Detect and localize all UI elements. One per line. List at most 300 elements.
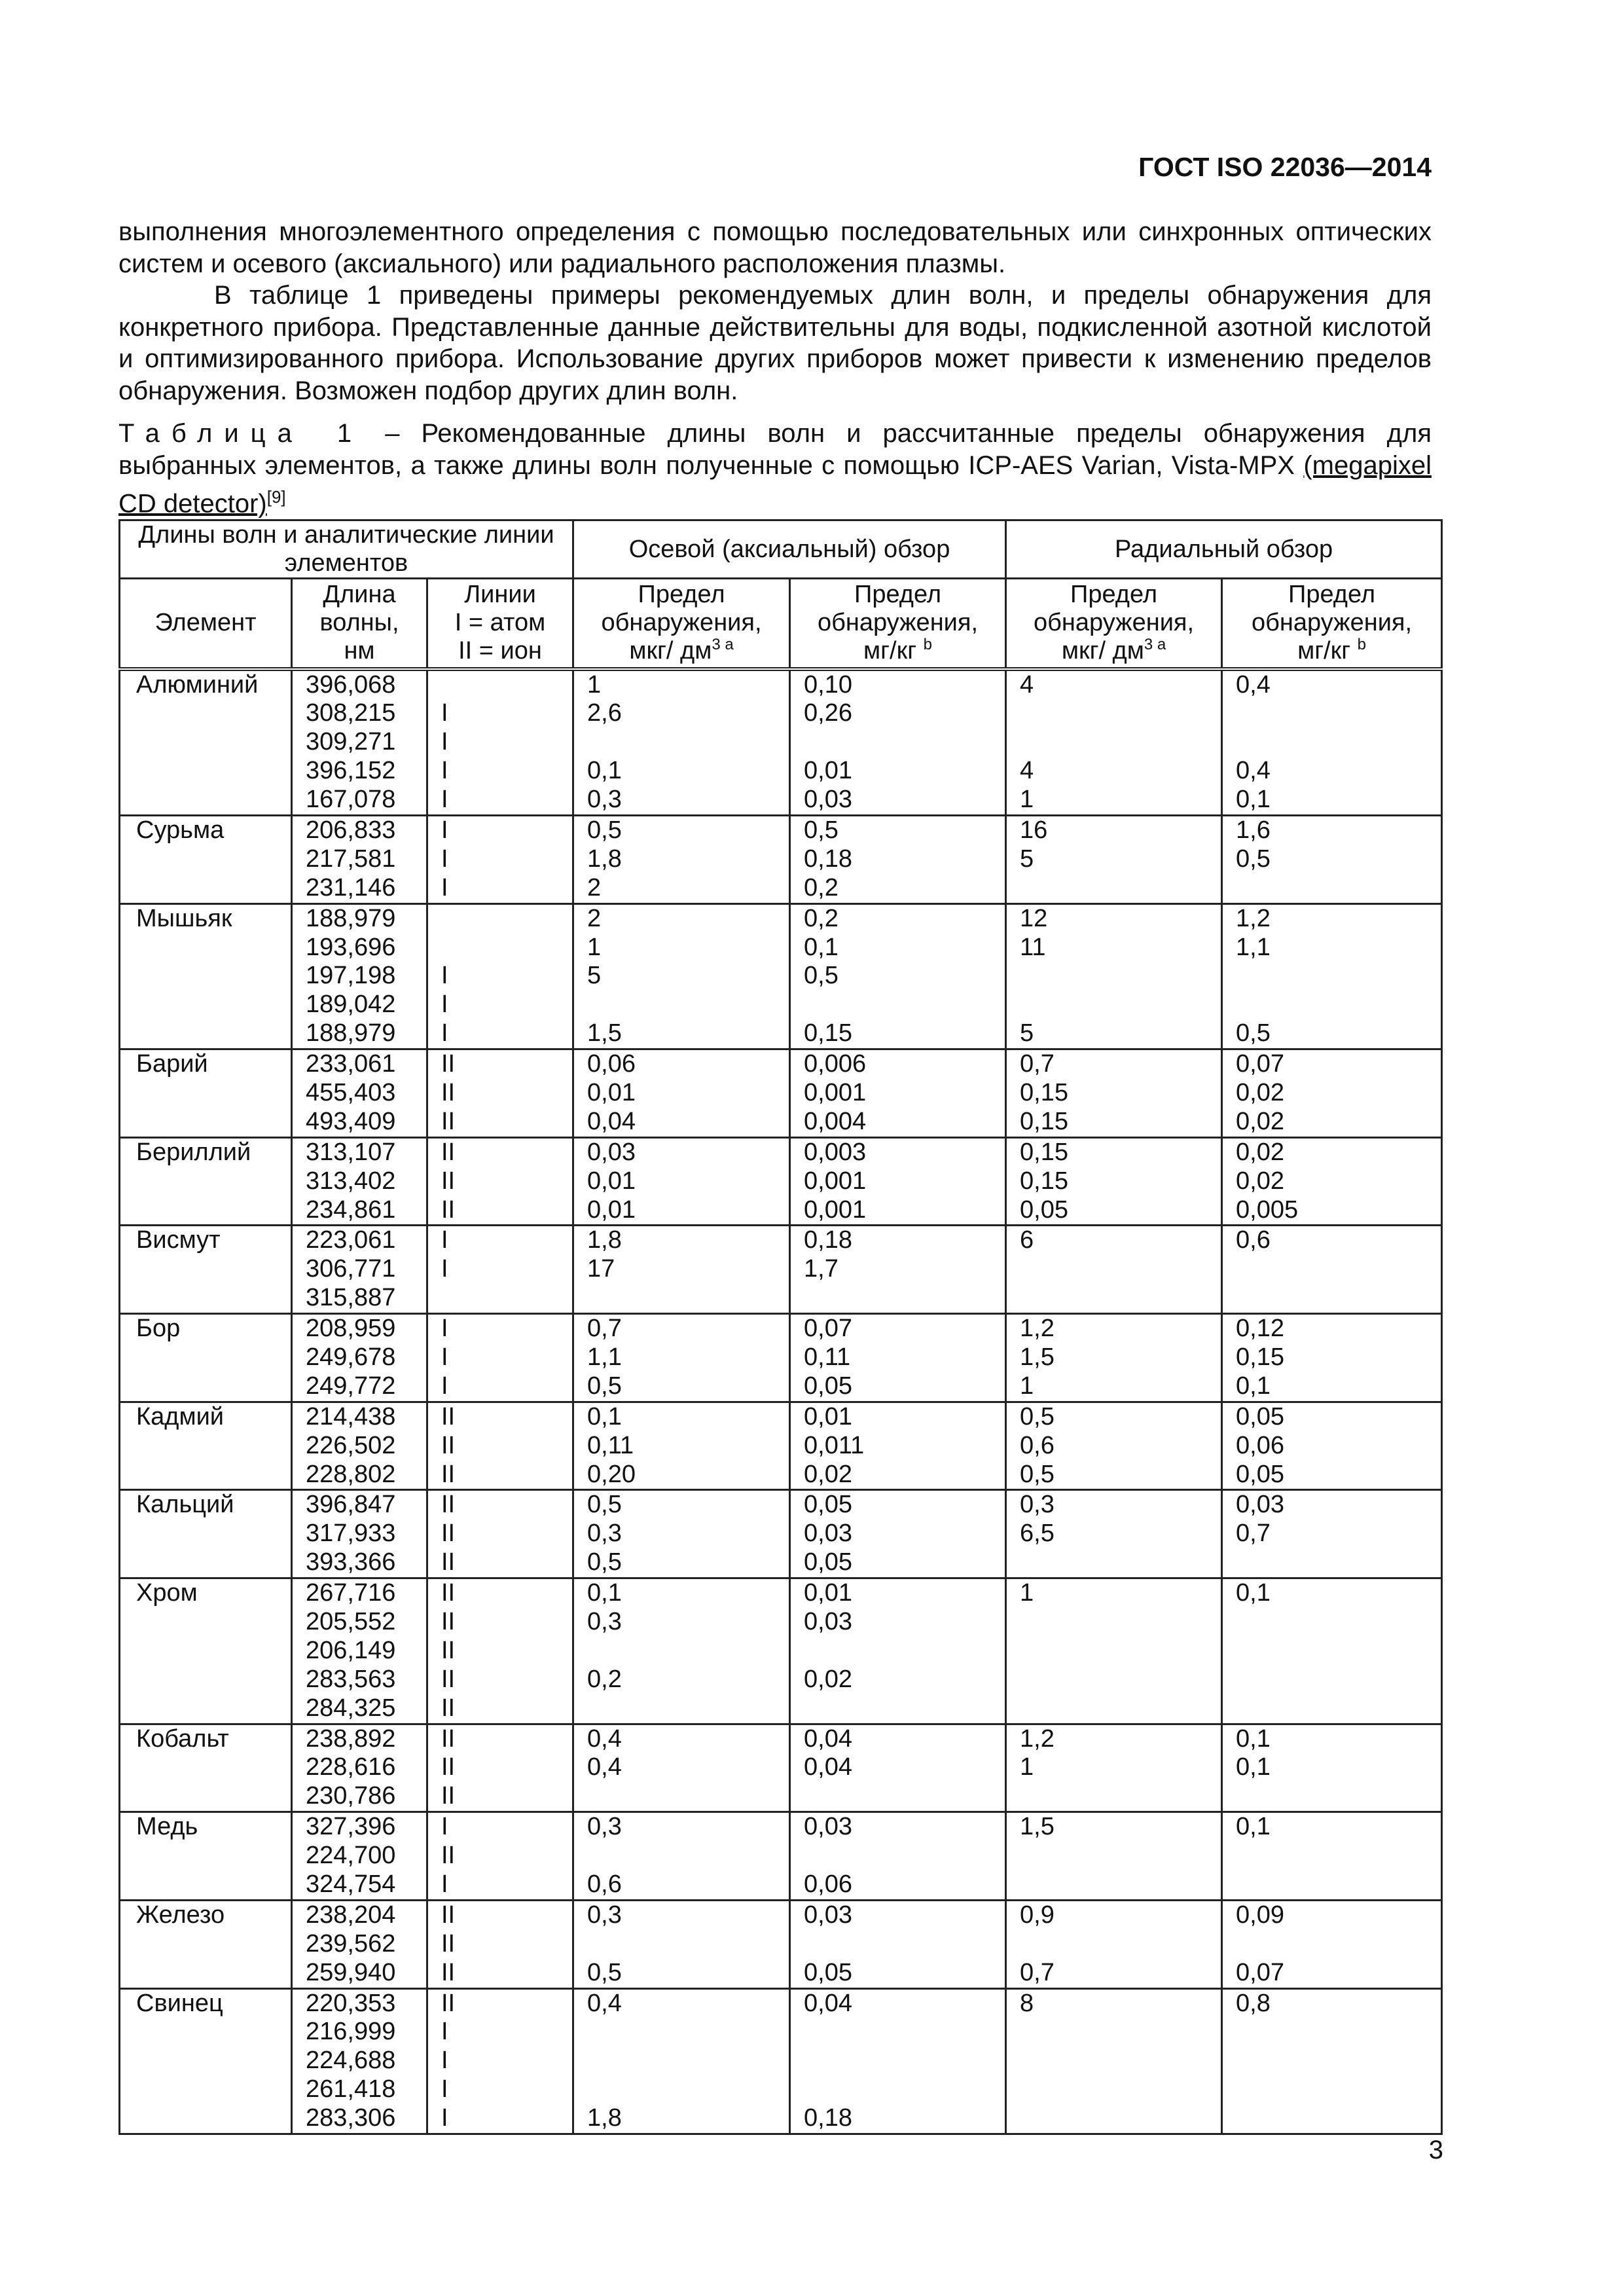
radial-mg-cell: [1222, 1137, 1442, 1226]
column-header-wavelength-line-1: Длина: [323, 581, 396, 609]
wavelength-cell-value: 189,042: [306, 991, 396, 1019]
axial-ug-cell-value: [587, 1637, 786, 1666]
radial-mg-cell-value: [1236, 874, 1438, 903]
radial-mg-cell-value: 0,09: [1236, 1901, 1284, 1929]
wavelength-cell-value: 327,396: [306, 1813, 396, 1841]
line-type-cell: [427, 1812, 573, 1901]
radial-ug-cell-value: [1020, 2018, 1218, 2047]
radial-ug-cell-value: 1,5: [1020, 1343, 1055, 1371]
axial-mg-cell-value: [804, 1694, 1002, 1723]
axial-ug-cell: [573, 903, 790, 1049]
radial-ug-cell-value: 0,5: [1020, 1402, 1055, 1430]
element-name-cell: [120, 1900, 292, 1988]
axial-ug-cell-value: [587, 991, 786, 1019]
axial-ug-cell-value: 0,4: [587, 1724, 622, 1753]
line-type-cell: [427, 1314, 573, 1402]
wavelength-cell-value: 238,204: [306, 1901, 396, 1929]
axial-mg-cell-value: 0,26: [804, 699, 852, 727]
radial-ug-cell-value: [1020, 2075, 1218, 2104]
line-type-cell-value: II: [441, 1520, 456, 1548]
axial-ug-cell-value: 1: [587, 670, 602, 699]
axial-mg-cell: [790, 903, 1006, 1049]
line-type-cell-value: I: [441, 786, 448, 814]
radial-mg-cell: [1222, 1812, 1442, 1901]
line-type-cell-value: I: [441, 1019, 448, 1048]
line-type-cell: [427, 1137, 573, 1226]
line-type-cell-value: I: [441, 1255, 448, 1283]
axial-ug-cell-value: 1: [587, 933, 602, 961]
radial-mg-cell-value: 0,05: [1236, 1460, 1284, 1488]
column-header-lines-line-3: II = ион: [458, 637, 542, 665]
axial-ug-cell-value: 2,6: [587, 699, 622, 727]
wavelength-cell-value: 249,678: [306, 1343, 396, 1371]
radial-mg-cell: [1222, 1900, 1442, 1988]
axial-mg-cell: [790, 1724, 1006, 1812]
radial-ug-cell-value: [1020, 699, 1218, 728]
line-type-cell-value: II: [441, 1195, 456, 1224]
table-row: [120, 815, 1442, 903]
element-name: Висмут: [136, 1226, 221, 1254]
line-type-cell: [427, 903, 573, 1049]
column-header-radial-mg-line-2: обнаружения,: [1252, 609, 1413, 637]
wavelength-cell-value: 216,999: [306, 2018, 396, 2046]
radial-ug-cell-value: 0,15: [1020, 1107, 1068, 1135]
radial-mg-cell-value: 0,07: [1236, 1050, 1284, 1078]
radial-ug-cell-value: 5: [1020, 845, 1034, 873]
table-caption-reference[interactable]: [9]: [266, 487, 286, 507]
axial-ug-cell-value: 0,7: [587, 1315, 622, 1343]
axial-mg-cell-value: 0,001: [804, 1195, 867, 1224]
axial-mg-cell-value: 0,05: [804, 1372, 852, 1400]
radial-ug-cell-value: 1,2: [1020, 1315, 1055, 1343]
axial-mg-cell-value: 0,15: [804, 1019, 852, 1048]
wavelength-cell-value: 396,152: [306, 757, 396, 785]
axial-ug-cell-value: 0,2: [587, 1665, 622, 1693]
axial-mg-cell: [790, 1900, 1006, 1988]
radial-mg-cell: [1222, 1314, 1442, 1402]
wavelength-cell-value: 231,146: [306, 873, 396, 902]
line-type-cell-value: II: [441, 1724, 456, 1753]
wavelength-cell-value: 324,754: [306, 1870, 396, 1899]
axial-ug-cell-value: 0,5: [587, 1491, 622, 1519]
wavelength-cell-value: 393,366: [306, 1548, 396, 1576]
axial-ug-cell: [573, 815, 790, 903]
radial-ug-cell-value: 0,5: [1020, 1460, 1055, 1488]
axial-mg-cell-value: 0,02: [804, 1665, 852, 1693]
radial-ug-cell-value: 1: [1020, 1753, 1034, 1781]
column-header-radial-ug: [1006, 579, 1222, 669]
radial-ug-cell-value: 12: [1020, 904, 1048, 932]
column-header-radial-ug-line-1: Предел: [1070, 581, 1158, 609]
line-type-cell-value: [441, 934, 569, 962]
group-header-radial: Радиальный обзор: [1006, 520, 1442, 579]
element-name-cell: [120, 1988, 292, 2134]
radial-mg-cell-value: 0,02: [1236, 1107, 1284, 1135]
table-row: [120, 1900, 1442, 1988]
table-caption-link[interactable]: (megapixel CD detector): [118, 450, 1432, 519]
axial-mg-cell-value: [804, 2018, 1002, 2047]
axial-ug-cell-value: 0,5: [587, 1372, 622, 1400]
wavelength-cell-value: 233,061: [306, 1050, 396, 1078]
wavelength-cell-value: 224,688: [306, 2047, 396, 2075]
wavelength-cell-value: 396,847: [306, 1491, 396, 1519]
line-type-cell-value: II: [441, 1958, 456, 1986]
column-header-radial-ug-line-3: [1007, 637, 1221, 665]
axial-ug-cell-value: 1,8: [587, 845, 622, 873]
wavelength-cell-value: 228,616: [306, 1753, 396, 1781]
column-header-wavelength-line-3: нм: [344, 637, 375, 665]
radial-mg-cell-value: [1236, 1870, 1438, 1899]
radial-ug-cell-value: [1020, 2047, 1218, 2075]
radial-mg-cell: [1222, 1490, 1442, 1578]
element-name: Свинец: [136, 1989, 223, 2017]
axial-ug-cell-value: 2: [587, 873, 602, 902]
element-name-cell: [120, 669, 292, 816]
line-type-cell-value: II: [441, 1989, 456, 2017]
line-type-cell-value: II: [441, 1665, 456, 1693]
radial-ug-cell: [1006, 1314, 1222, 1402]
axial-ug-cell-value: 0,1: [587, 757, 622, 785]
group-header-wavelengths: Длины волн и аналитические линии элементов: [120, 520, 573, 579]
wavelength-cell-value: 223,061: [306, 1226, 396, 1254]
radial-ug-cell-value: 0,7: [1020, 1050, 1055, 1078]
column-header-radial-ug-line-2: обнаружения,: [1034, 609, 1195, 637]
element-name-cell: [120, 1578, 292, 1724]
wavelength-cell-value: 309,271: [306, 728, 396, 756]
line-type-cell-value: II: [441, 1050, 456, 1078]
wavelength-cell-value: 220,353: [306, 1989, 396, 2017]
axial-ug-cell-value: [587, 1842, 786, 1870]
line-type-cell-value: II: [441, 1782, 456, 1810]
radial-mg-cell-value: 0,02: [1236, 1138, 1284, 1166]
radial-mg-cell-value: 0,02: [1236, 1078, 1284, 1106]
axial-ug-cell: [573, 1578, 790, 1724]
wavelength-cell-value: 284,325: [306, 1694, 396, 1722]
axial-ug-cell-value: 0,3: [587, 1813, 622, 1841]
axial-ug-cell-value: 1,8: [587, 1226, 622, 1254]
wavelength-cell-value: 188,979: [306, 1019, 396, 1048]
table-row: [120, 1578, 1442, 1724]
radial-ug-cell-value: 0,15: [1020, 1138, 1068, 1166]
wavelength-cell-value: 238,892: [306, 1724, 396, 1753]
table-row: [120, 1049, 1442, 1138]
radial-ug-cell-value: 1,5: [1020, 1813, 1055, 1841]
column-header-lines-line-1: Линии: [464, 581, 536, 609]
column-header-radial-ug-footnote: 3 a: [1144, 636, 1166, 654]
radial-mg-cell-value: 0,03: [1236, 1491, 1284, 1519]
radial-ug-cell-value: 6,5: [1020, 1520, 1055, 1548]
radial-mg-cell: [1222, 1226, 1442, 1314]
group-header-axial: Осевой (аксиальный) обзор: [573, 520, 1006, 579]
axial-mg-cell-value: 0,10: [804, 670, 852, 699]
radial-mg-cell-value: [1236, 1255, 1438, 1284]
wavelength-cell-value: 313,107: [306, 1138, 396, 1166]
table-row: [120, 1314, 1442, 1402]
axial-mg-cell: [790, 1402, 1006, 1490]
radial-mg-cell-value: 0,1: [1236, 1579, 1271, 1607]
line-type-cell-value: II: [441, 1694, 456, 1722]
axial-ug-cell-value: 0,3: [587, 1520, 622, 1548]
axial-mg-cell-value: 0,5: [804, 816, 839, 844]
axial-ug-cell-value: 2: [587, 904, 602, 932]
axial-mg-cell-value: 0,003: [804, 1138, 867, 1166]
radial-mg-cell-value: [1236, 1666, 1438, 1694]
axial-mg-cell-value: 0,01: [804, 757, 852, 785]
radial-mg-cell-value: [1236, 728, 1438, 757]
line-type-cell-value: II: [441, 1579, 456, 1607]
line-type-cell: [427, 1578, 573, 1724]
radial-ug-cell: [1006, 1226, 1222, 1314]
axial-mg-cell-value: 1,7: [804, 1255, 839, 1283]
axial-mg-cell-value: 0,001: [804, 1078, 867, 1106]
axial-ug-cell-value: 0,5: [587, 1958, 622, 1986]
axial-mg-cell: [790, 1578, 1006, 1724]
wavelength-cell-value: 396,068: [306, 670, 396, 699]
element-name: Мышьяк: [136, 904, 232, 932]
axial-mg-cell-value: [804, 1782, 1002, 1811]
line-type-cell: [427, 1490, 573, 1578]
column-header-radial-mg-unit: мг/кг: [1297, 637, 1351, 665]
radial-ug-cell: [1006, 669, 1222, 816]
axial-mg-cell-value: 0,11: [804, 1343, 851, 1371]
wavelength-cell-value: 228,802: [306, 1460, 396, 1488]
axial-ug-cell: [573, 1137, 790, 1226]
line-type-cell-value: I: [441, 873, 448, 902]
axial-ug-cell-value: [587, 728, 786, 757]
radial-ug-cell: [1006, 1137, 1222, 1226]
table-caption: [118, 418, 1432, 520]
radial-ug-cell-value: 1,2: [1020, 1724, 1055, 1753]
radial-ug-cell: [1006, 1402, 1222, 1490]
radial-ug-cell-value: 8: [1020, 1989, 1034, 2017]
element-name: Барий: [136, 1050, 208, 1078]
wavelength-cell: [292, 815, 427, 903]
wavelength-cell: [292, 1900, 427, 1988]
line-type-cell-value: I: [441, 962, 448, 990]
wavelength-cell: [292, 1226, 427, 1314]
radial-ug-cell: [1006, 1490, 1222, 1578]
axial-ug-cell-value: 5: [587, 962, 602, 990]
axial-mg-cell-value: 0,03: [804, 1520, 852, 1548]
axial-mg-cell-value: 0,05: [804, 1958, 852, 1986]
column-header-axial-mg-line-3: [791, 637, 1005, 665]
radial-mg-cell-value: 0,1: [1236, 1753, 1271, 1781]
radial-mg-cell-value: 0,05: [1236, 1402, 1284, 1430]
column-header-radial-mg: [1222, 579, 1442, 669]
radial-mg-cell-value: 0,5: [1236, 845, 1271, 873]
radial-mg-cell-value: [1236, 1637, 1438, 1666]
radial-mg-cell-value: [1236, 991, 1438, 1019]
wavelength-cell-value: 261,418: [306, 2075, 396, 2104]
column-header-lines: [427, 579, 573, 669]
axial-ug-cell-value: 0,1: [587, 1579, 622, 1607]
wavelength-cell-value: 206,149: [306, 1636, 396, 1664]
radial-ug-cell: [1006, 815, 1222, 903]
wavelength-cell-value: 249,772: [306, 1372, 396, 1400]
line-type-cell-value: II: [441, 1636, 456, 1664]
wavelength-cell-value: 317,933: [306, 1520, 396, 1548]
axial-ug-cell: [573, 1049, 790, 1138]
radial-ug-cell-value: 4: [1020, 670, 1034, 699]
column-header-axial-mg-footnote: b: [923, 636, 932, 654]
line-type-cell-value: I: [441, 1226, 448, 1254]
radial-mg-cell-value: 0,1: [1236, 1724, 1271, 1753]
wavelength-cell-value: 167,078: [306, 786, 396, 814]
table-caption-text: – Рекомендованные длины волн и рассчитанные пределы обнаружения для выбранных элементов, а также длины волн полученные с помощью ICP-AES Varian, Vista-MPX: [118, 419, 1432, 480]
axial-mg-cell-value: 0,004: [804, 1107, 867, 1135]
radial-mg-cell-value: [1236, 699, 1438, 728]
axial-ug-cell: [573, 1402, 790, 1490]
axial-mg-cell-value: 0,001: [804, 1167, 867, 1195]
line-type-cell-value: I: [441, 757, 448, 785]
line-type-cell: [427, 1049, 573, 1138]
line-type-cell: [427, 1402, 573, 1490]
radial-ug-cell-value: [1020, 1255, 1218, 1284]
wavelength-cell: [292, 1314, 427, 1402]
radial-ug-cell-value: 0,9: [1020, 1901, 1055, 1929]
paragraph-2: В таблице 1 приведены примеры рекомендуемых длин волн, и пределы обнаружения для конкретного прибора. Представленные данные действительны для воды, подкисленной азотной кислотой и оптимизированного прибора. Использование других приборов может привести к изменению пределов обнаружения. Возможен подбор других длин волн.: [118, 281, 1432, 405]
column-header-wavelength-line-2: волны,: [319, 609, 399, 637]
element-name-cell: [120, 1137, 292, 1226]
axial-mg-cell-value: 0,03: [804, 1901, 852, 1929]
axial-mg-cell-value: 0,04: [804, 1753, 852, 1781]
radial-mg-cell-value: 1,2: [1236, 904, 1271, 932]
wavelength-cell-value: 283,563: [306, 1665, 396, 1693]
column-header-axial-mg: [790, 579, 1006, 669]
line-type-cell-value: I: [441, 1343, 448, 1371]
radial-ug-cell-value: 16: [1020, 816, 1048, 844]
line-type-cell-value: I: [441, 845, 448, 873]
radial-mg-cell: [1222, 669, 1442, 816]
table-row: [120, 903, 1442, 1049]
radial-ug-cell-value: 1: [1020, 1372, 1034, 1400]
wavelength-cell-value: 188,979: [306, 904, 396, 932]
axial-mg-cell-value: 0,01: [804, 1402, 852, 1430]
axial-ug-cell: [573, 1724, 790, 1812]
column-header-radial-mg-line-1: Предел: [1288, 581, 1376, 609]
radial-ug-cell-value: 5: [1020, 1019, 1034, 1048]
column-header-wavelength: [292, 579, 427, 669]
column-header-radial-mg-line-3: [1223, 637, 1441, 665]
axial-mg-cell-value: 0,18: [804, 1226, 852, 1254]
radial-mg-cell-value: 0,4: [1236, 670, 1271, 699]
wavelength-cell-value: 205,552: [306, 1608, 396, 1635]
axial-mg-cell-value: [804, 1930, 1002, 1959]
axial-mg-cell-value: [804, 1842, 1002, 1870]
element-name: Медь: [136, 1813, 198, 1841]
table-body: [120, 669, 1442, 2134]
column-header-radial-ug-unit: мкг/ дм: [1061, 637, 1144, 665]
radial-mg-cell-value: 0,07: [1236, 1958, 1284, 1986]
line-type-cell: [427, 1226, 573, 1314]
axial-ug-cell-value: 1,5: [587, 1019, 622, 1048]
axial-ug-cell-value: [587, 1782, 786, 1811]
axial-ug-cell-value: [587, 2075, 786, 2104]
axial-ug-cell: [573, 1490, 790, 1578]
radial-ug-cell-value: 6: [1020, 1226, 1034, 1254]
line-type-cell: [427, 815, 573, 903]
axial-mg-cell: [790, 1988, 1006, 2134]
radial-mg-cell-value: 0,4: [1236, 757, 1271, 785]
axial-mg-cell-value: 0,2: [804, 873, 839, 902]
radial-ug-cell-value: [1020, 874, 1218, 903]
axial-ug-cell-value: 0,01: [587, 1195, 636, 1224]
element-name-cell: [120, 1049, 292, 1138]
wavelength-cell-value: 493,409: [306, 1107, 396, 1135]
radial-mg-cell-value: 0,7: [1236, 1520, 1271, 1548]
radial-ug-cell-value: 0,05: [1020, 1195, 1068, 1224]
element-name-cell: [120, 1402, 292, 1490]
wavelength-cell-value: 455,403: [306, 1078, 396, 1106]
wavelength-cell-value: 193,696: [306, 933, 396, 961]
element-name-cell: [120, 1812, 292, 1901]
line-type-cell-value: II: [441, 1402, 456, 1430]
axial-ug-cell-value: 0,4: [587, 1989, 622, 2017]
line-type-cell-value: I: [441, 1315, 448, 1343]
axial-mg-cell-value: 0,2: [804, 904, 839, 932]
radial-mg-cell-value: [1236, 1284, 1438, 1313]
radial-mg-cell-value: 0,06: [1236, 1431, 1284, 1459]
table-row: [120, 1402, 1442, 1490]
wavelength-cell-value: 226,502: [306, 1431, 396, 1459]
radial-ug-cell-value: [1020, 1284, 1218, 1313]
axial-mg-cell: [790, 815, 1006, 903]
radial-mg-cell-value: 0,15: [1236, 1343, 1284, 1371]
axial-ug-cell-value: [587, 1694, 786, 1723]
radial-ug-cell-value: [1020, 1637, 1218, 1666]
wavelength-cell-value: 308,215: [306, 699, 396, 727]
radial-ug-cell-value: [1020, 991, 1218, 1019]
line-type-cell-value: II: [441, 1753, 456, 1781]
line-type-cell-value: I: [441, 816, 448, 844]
radial-ug-cell-value: [1020, 1666, 1218, 1694]
axial-ug-cell-value: 0,3: [587, 1901, 622, 1929]
axial-ug-cell-value: 0,20: [587, 1460, 636, 1488]
line-type-cell-value: II: [441, 1491, 456, 1519]
radial-mg-cell-value: 0,1: [1236, 1372, 1271, 1400]
wavelength-cell-value: 313,402: [306, 1167, 396, 1195]
radial-mg-cell: [1222, 1724, 1442, 1812]
radial-mg-cell: [1222, 1988, 1442, 2134]
line-type-cell-value: II: [441, 1078, 456, 1106]
radial-mg-cell-value: 0,1: [1236, 1813, 1271, 1841]
line-type-cell-value: [441, 671, 569, 700]
radial-ug-cell: [1006, 903, 1222, 1049]
element-name: Алюминий: [136, 670, 259, 699]
line-type-cell-value: I: [441, 991, 448, 1019]
radial-ug-cell-value: 0,15: [1020, 1167, 1068, 1195]
radial-mg-cell-value: [1236, 2075, 1438, 2104]
axial-mg-cell: [790, 1226, 1006, 1314]
axial-mg-cell: [790, 1137, 1006, 1226]
axial-mg-cell-value: 0,18: [804, 2104, 852, 2132]
radial-mg-cell-value: [1236, 1608, 1438, 1637]
axial-ug-cell-value: [587, 2018, 786, 2047]
wavelength-cell-value: 267,716: [306, 1579, 396, 1607]
detection-limits-table: [118, 519, 1443, 2135]
column-header-radial-mg-footnote: b: [1357, 636, 1367, 654]
radial-ug-cell-value: 0,3: [1020, 1491, 1055, 1519]
axial-ug-cell-value: [587, 2047, 786, 2075]
line-type-cell-value: [441, 905, 569, 934]
element-name-cell: [120, 1226, 292, 1314]
table-row: [120, 1490, 1442, 1578]
radial-mg-cell: [1222, 1578, 1442, 1724]
axial-mg-cell: [790, 669, 1006, 816]
radial-ug-cell: [1006, 1900, 1222, 1988]
axial-mg-cell-value: [804, 1637, 1002, 1666]
axial-mg-cell-value: 0,01: [804, 1579, 852, 1607]
